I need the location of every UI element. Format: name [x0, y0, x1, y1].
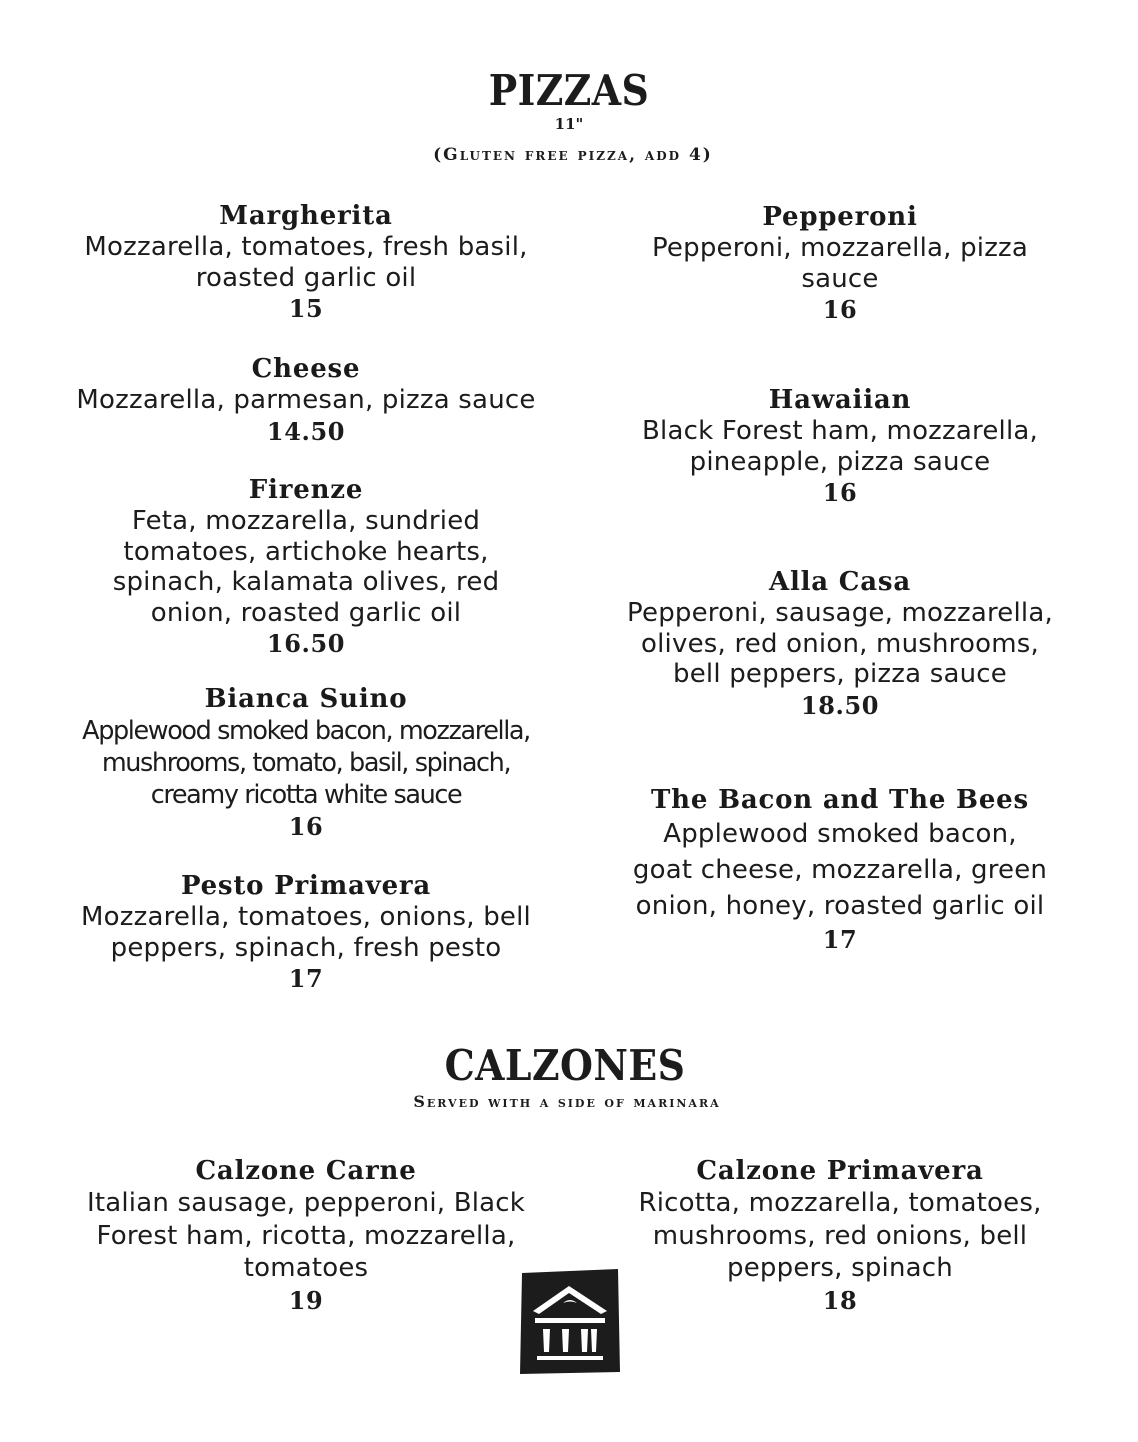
item-name: Calzone Primavera	[696, 1156, 984, 1186]
item-price: 16.50	[266, 629, 346, 658]
item-price: 18.50	[800, 690, 880, 720]
menu-item-margherita	[56, 201, 556, 324]
item-price: 16	[288, 812, 324, 841]
item-name: Alla Casa	[768, 567, 912, 597]
pizza-size-note: 11"	[554, 115, 584, 133]
item-price: 14.50	[266, 416, 346, 446]
menu-item-hawaiian	[590, 385, 1090, 508]
temple-logo-icon	[519, 1268, 621, 1375]
item-price: 19	[288, 1285, 324, 1315]
calzone-serving-note: Served with a side of marinara	[413, 1092, 721, 1111]
item-description: Ricotta, mozzarella, tomatoes, mushrooms, red onions, bell peppers, spinach	[638, 1188, 1042, 1283]
item-description: Feta, mozzarella, sundried tomatoes, artichoke hearts, spinach, kalamata olives, red onion, roasted garlic oil	[112, 506, 500, 628]
item-name: Bianca Suino	[204, 684, 408, 714]
item-name: Pepperoni	[762, 202, 918, 232]
pizzas-section-title: PIZZAS	[488, 66, 650, 115]
menu-item-pesto-primavera	[56, 871, 556, 994]
menu-item-alla-casa	[590, 567, 1090, 721]
item-description: Italian sausage, pepperoni, Black Forest ham, ricotta, mozzarella, tomatoes	[86, 1188, 526, 1283]
calzones-section-title: CALZONES	[444, 1041, 686, 1090]
item-description: Mozzarella, tomatoes, onions, bell peppers, spinach, fresh pesto	[81, 902, 531, 963]
item-price: 17	[288, 964, 324, 993]
menu-item-calzone-primavera	[590, 1156, 1090, 1316]
item-description: Pepperoni, mozzarella, pizza sauce	[651, 233, 1029, 294]
menu-item-calzone-carne	[56, 1156, 556, 1316]
item-description: Black Forest ham, mozzarella, pineapple, pizza sauce	[642, 416, 1038, 477]
item-description: Mozzarella, parmesan, pizza sauce	[76, 385, 536, 415]
item-price: 18	[822, 1285, 858, 1315]
item-name: Pesto Primavera	[180, 871, 432, 901]
item-price: 16	[822, 478, 858, 507]
menu-item-bianca-suino	[56, 684, 556, 842]
item-price: 16	[822, 295, 858, 324]
item-name: Margherita	[219, 201, 393, 231]
item-description: Applewood smoked bacon, mozzarella, mushrooms, tomato, basil, spinach, creamy ricotta white sauce	[82, 716, 530, 810]
gluten-free-note: (Gluten free pizza, add 4)	[433, 145, 713, 165]
item-description: Applewood smoked bacon, goat cheese, mozzarella, green onion, honey, roasted garlic oil	[632, 819, 1048, 921]
item-name: Calzone Carne	[195, 1156, 417, 1186]
menu-item-pepperoni	[590, 202, 1090, 325]
menu-item-firenze	[56, 475, 556, 659]
item-price: 15	[288, 294, 324, 323]
item-description: Mozzarella, tomatoes, fresh basil, roasted garlic oil	[84, 232, 528, 293]
item-name: Firenze	[248, 475, 364, 505]
item-name: Cheese	[251, 354, 361, 384]
item-description: Pepperoni, sausage, mozzarella, olives, red onion, mushrooms, bell peppers, pizza sauce	[627, 598, 1053, 689]
menu-item-cheese	[56, 354, 556, 447]
menu-item-bacon-and-bees	[590, 785, 1090, 955]
item-price: 17	[822, 925, 858, 954]
item-name: Hawaiian	[768, 385, 912, 415]
item-name: The Bacon and The Bees	[651, 785, 1029, 815]
